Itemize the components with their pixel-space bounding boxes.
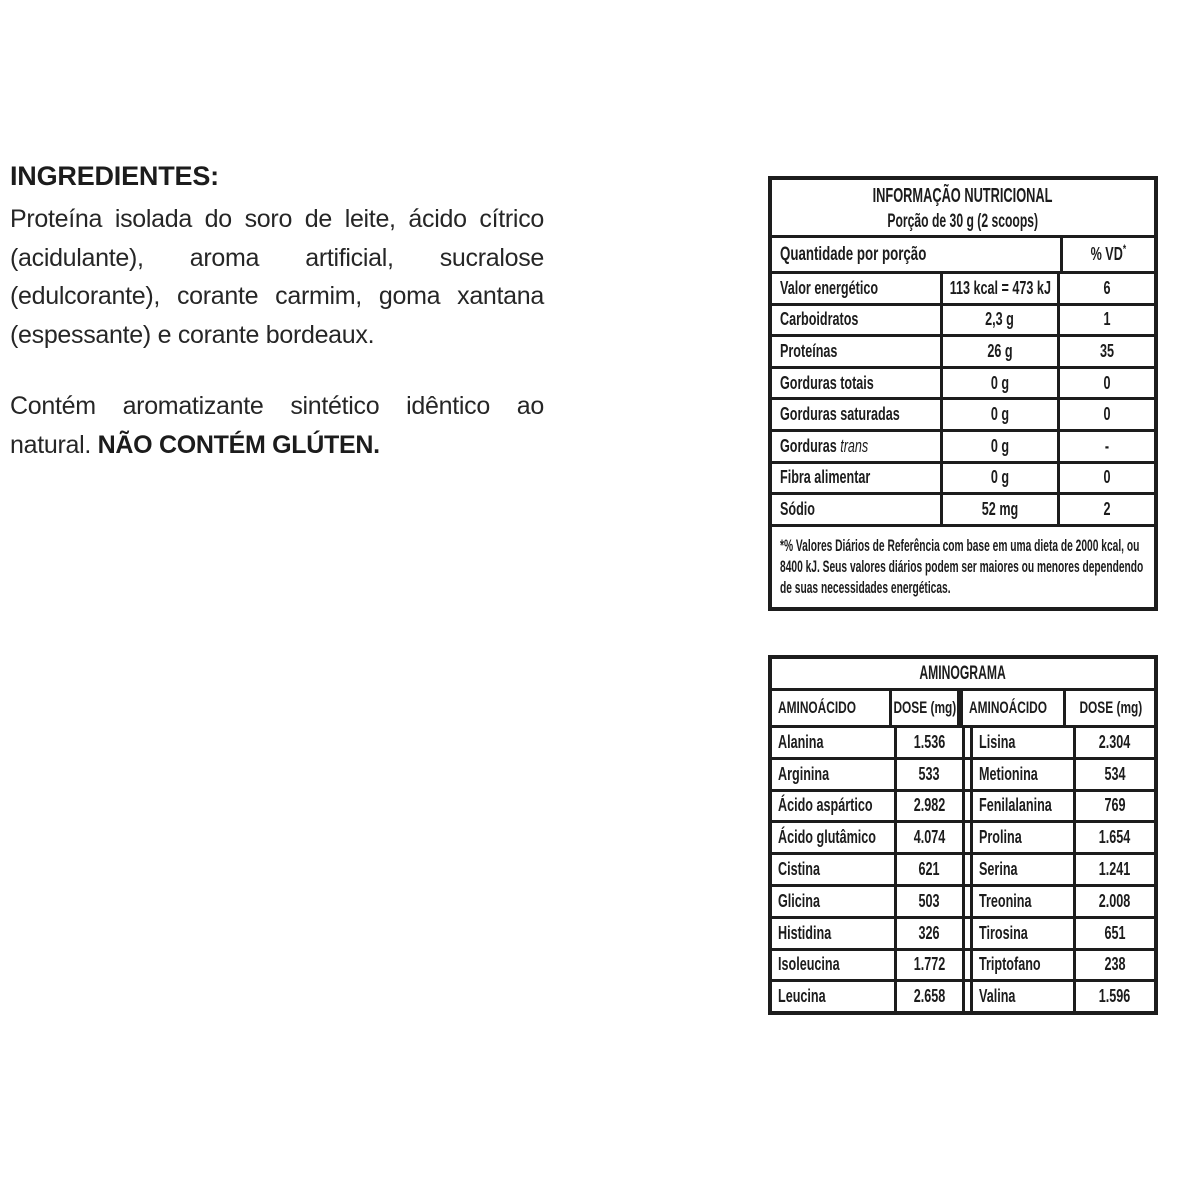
amino-name: Alanina <box>778 731 824 752</box>
nutrient-daily-value: 35 <box>1099 340 1115 361</box>
footnote-line: *% Valores Diários de Referência com base em uma dieta de 2000 kcal, ou <box>780 536 1140 555</box>
nutrient-amount: 0 g <box>990 404 1010 425</box>
amino-dose: 2.304 <box>1099 731 1131 752</box>
nutrient-daily-value: 2 <box>1103 498 1111 519</box>
nutrition-title-line2: Porção de 30 g (2 scoops) <box>887 211 1039 232</box>
amino-dose: 621 <box>918 859 941 880</box>
aminogram-table <box>768 655 1158 1015</box>
nutrient-daily-value: - <box>1104 435 1110 456</box>
amino-name: Histidina <box>778 922 832 943</box>
amino-name: Lisina <box>979 731 1016 752</box>
amino-acid-header-right: AMINOÁCIDO <box>960 691 1063 725</box>
nutrient-name: Sódio <box>780 498 815 519</box>
nutrient-name: Valor energético <box>780 277 879 298</box>
amino-dose: 2.982 <box>913 795 946 816</box>
amino-name: Leucina <box>778 986 826 1007</box>
amino-name: Treonina <box>979 890 1032 911</box>
nutrient-daily-value: 6 <box>1103 277 1111 298</box>
nutrition-title-line1: INFORMAÇÃO NUTRICIONAL <box>873 185 1053 207</box>
amino-name: Triptofano <box>979 954 1041 975</box>
nutrition-table-header-row <box>772 235 1154 271</box>
aminogram-row <box>772 916 1154 948</box>
aminogram-row <box>772 948 1154 980</box>
amino-dose: 326 <box>918 922 941 943</box>
nutrient-row-total-fat <box>772 366 1154 398</box>
aminogram-row <box>772 757 1154 789</box>
nutrient-amount: 0 g <box>990 467 1010 488</box>
dose-header-left: DOSE (mg) <box>889 691 960 725</box>
amino-name: Prolina <box>979 827 1022 848</box>
aminogram-header-row <box>772 688 1154 725</box>
nutrient-amount: 52 mg <box>981 498 1019 519</box>
amino-name: Arginina <box>778 763 830 784</box>
nutrient-name: Fibra alimentar <box>780 467 871 488</box>
amino-acid-header-left: AMINOÁCIDO <box>778 698 857 717</box>
aminogram-title: AMINOGRAMA <box>919 662 1007 684</box>
footnote-asterisk: * <box>1122 242 1127 256</box>
dose-header-right: DOSE (mg) <box>1063 691 1156 725</box>
nutrient-amount: 0 g <box>990 435 1010 456</box>
amino-name: Valina <box>979 986 1016 1007</box>
amino-dose: 533 <box>918 763 941 784</box>
amino-name: Glicina <box>778 890 821 911</box>
footnote-line: de suas necessidades energéticas. <box>780 578 951 597</box>
nutrient-amount: 113 kcal = 473 kJ <box>949 277 1051 298</box>
nutrient-name: Gorduras <box>780 435 837 456</box>
amino-name: Isoleucina <box>778 954 840 975</box>
amino-dose: 503 <box>918 890 941 911</box>
ingredients-section <box>10 160 544 464</box>
daily-values-footnote <box>772 524 1154 607</box>
aminogram-row <box>772 725 1154 757</box>
ingredients-title: INGREDIENTES: <box>10 161 219 191</box>
nutrient-daily-value: 1 <box>1103 309 1111 330</box>
nutrition-facts-table <box>768 176 1158 611</box>
amino-dose: 651 <box>1104 922 1126 943</box>
amino-name: Ácido aspártico <box>778 795 873 816</box>
nutrient-name: Proteínas <box>780 340 838 361</box>
aminogram-row <box>772 820 1154 852</box>
amino-dose: 2.658 <box>913 986 946 1007</box>
nutrient-row-energy <box>772 271 1154 303</box>
aminogram-row <box>772 852 1154 884</box>
nutrient-row-protein <box>772 334 1154 366</box>
nutrient-amount: 26 g <box>987 340 1013 361</box>
amino-name: Metionina <box>979 763 1038 784</box>
amino-dose: 1.536 <box>913 731 946 752</box>
trans-italic-label: trans <box>840 435 869 456</box>
aminogram-row <box>772 979 1154 1011</box>
amino-dose: 1.596 <box>1099 986 1131 1007</box>
nutrient-row-saturated-fat <box>772 397 1154 429</box>
nutrition-table-title <box>772 180 1154 235</box>
quantity-per-serving-header: Quantidade por porção <box>780 243 927 265</box>
nutrient-name: Gorduras saturadas <box>780 404 900 425</box>
amino-name: Serina <box>979 859 1018 880</box>
nutrient-row-carbs <box>772 303 1154 335</box>
allergen-text: Contém aromatizante sintético idêntico ao natural. <box>10 392 544 459</box>
nutrient-row-fiber <box>772 461 1154 493</box>
amino-dose: 238 <box>1104 954 1126 975</box>
amino-dose: 2.008 <box>1099 890 1131 911</box>
aminogram-row <box>772 884 1154 916</box>
nutrient-daily-value: 0 <box>1103 404 1111 425</box>
nutrient-row-sodium <box>772 492 1154 524</box>
footnote-line: 8400 kJ. Seus valores diários podem ser maiores ou menores dependendo <box>780 557 1144 576</box>
amino-dose: 769 <box>1104 795 1126 816</box>
nutrient-name: Gorduras totais <box>780 372 874 393</box>
aminogram-row <box>772 789 1154 821</box>
amino-dose: 4.074 <box>913 827 946 848</box>
nutrient-amount: 0 g <box>990 372 1010 393</box>
nutrient-row-trans-fat <box>772 429 1154 461</box>
amino-dose: 534 <box>1104 763 1126 784</box>
nutrient-daily-value: 0 <box>1103 467 1111 488</box>
nutrient-name: Carboidratos <box>780 309 859 330</box>
nutrient-daily-value: 0 <box>1103 372 1111 393</box>
ingredients-paragraph: Proteína isolada do soro de leite, ácido cítrico (acidulante), aroma artificial, sucralose (edulcorante), corante carmim, goma xantana (espessante) e corante bordeaux. <box>10 205 544 349</box>
amino-name: Tirosina <box>979 922 1028 943</box>
daily-value-header: % VD* <box>1060 238 1154 271</box>
amino-name: Cistina <box>778 859 821 880</box>
gluten-free-statement: NÃO CONTÉM GLÚTEN. <box>97 430 380 459</box>
amino-name: Ácido glutâmico <box>778 827 877 848</box>
amino-name: Fenilalanina <box>979 795 1052 816</box>
amino-dose: 1.654 <box>1099 827 1131 848</box>
amino-dose: 1.772 <box>913 954 946 975</box>
allergen-paragraph <box>10 387 544 464</box>
nutrient-amount: 2,3 g <box>985 309 1015 330</box>
amino-dose: 1.241 <box>1099 859 1131 880</box>
